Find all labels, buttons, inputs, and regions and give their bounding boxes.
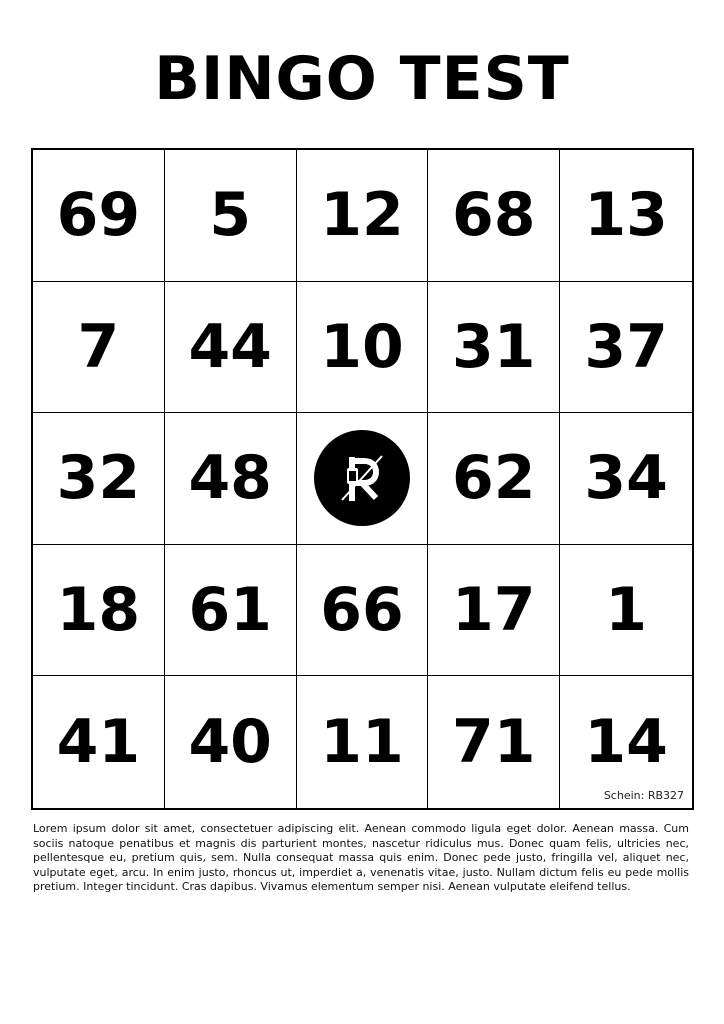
bingo-cell	[560, 150, 692, 282]
bingo-cell	[33, 545, 165, 677]
bingo-cell	[297, 150, 429, 282]
bingo-cell	[165, 545, 297, 677]
bingo-cell	[165, 282, 297, 414]
bingo-number: 34	[584, 443, 668, 514]
bingo-cell	[428, 282, 560, 414]
bingo-number: 11	[320, 707, 404, 778]
bingo-number: 37	[584, 311, 668, 382]
bingo-number: 41	[56, 707, 141, 778]
bingo-number: 31	[452, 311, 536, 382]
bingo-number: 62	[452, 443, 536, 514]
bingo-number: 48	[188, 443, 272, 514]
bingo-cell	[297, 676, 429, 808]
bingo-number: 18	[56, 575, 141, 646]
bingo-number: 1	[605, 575, 647, 646]
free-space-badge	[314, 430, 410, 526]
bingo-cell	[428, 413, 560, 545]
free-space-cell	[297, 413, 429, 545]
r-logo-icon	[332, 448, 392, 508]
bingo-cell	[165, 413, 297, 545]
bingo-cell	[560, 676, 692, 808]
bingo-number: 71	[452, 707, 536, 778]
bingo-number: 14	[584, 707, 668, 778]
bingo-cell	[33, 676, 165, 808]
bingo-number: 61	[188, 575, 272, 646]
bingo-number: 66	[320, 575, 404, 646]
bingo-cell	[560, 413, 692, 545]
bingo-cell	[297, 545, 429, 677]
bingo-number: 40	[188, 707, 272, 778]
body-text: Lorem ipsum dolor sit amet, consectetuer adipiscing elit. Aenean commodo ligula eget dolor. Aenean massa. Cum sociis natoque penatibus et magnis dis parturient montes, nascetur ridiculus mus. Donec quam felis, ultricies nec, pellentesque eu, pretium quis, sem. Nulla consequat massa quis enim. Donec pede justo, fringilla vel, aliquet nec, vulputate eget, arcu. In enim justo, rhoncus ut, imperdiet a, venenatis vitae, justo. Nullam dictum felis eu pede mollis pretium. Integer tincidunt. Cras dapibus. Vivamus elementum semper nisi. Aenean vulputate eleifend tellus.	[33, 822, 689, 894]
bingo-number: 68	[452, 180, 536, 251]
bingo-cell	[560, 282, 692, 414]
bingo-number: 10	[320, 311, 404, 382]
bingo-cell	[33, 150, 165, 282]
bingo-number: 44	[188, 311, 272, 382]
bingo-cell	[165, 676, 297, 808]
bingo-cell	[33, 282, 165, 414]
bingo-grid	[31, 148, 694, 810]
bingo-number: 17	[452, 575, 536, 646]
bingo-number: 32	[56, 443, 141, 514]
bingo-number: 12	[320, 180, 404, 251]
bingo-cell	[297, 282, 429, 414]
bingo-cell	[428, 150, 560, 282]
bingo-cell	[560, 545, 692, 677]
bingo-cell	[428, 676, 560, 808]
bingo-cell	[33, 413, 165, 545]
bingo-number: 69	[56, 180, 141, 251]
bingo-number: 5	[209, 180, 252, 251]
ticket-id: Schein: RB327	[603, 789, 684, 802]
bingo-number: 7	[77, 311, 120, 382]
bingo-cell	[165, 150, 297, 282]
bingo-number: 13	[584, 180, 668, 251]
bingo-cell	[428, 545, 560, 677]
page-title: BINGO TEST	[154, 44, 570, 114]
